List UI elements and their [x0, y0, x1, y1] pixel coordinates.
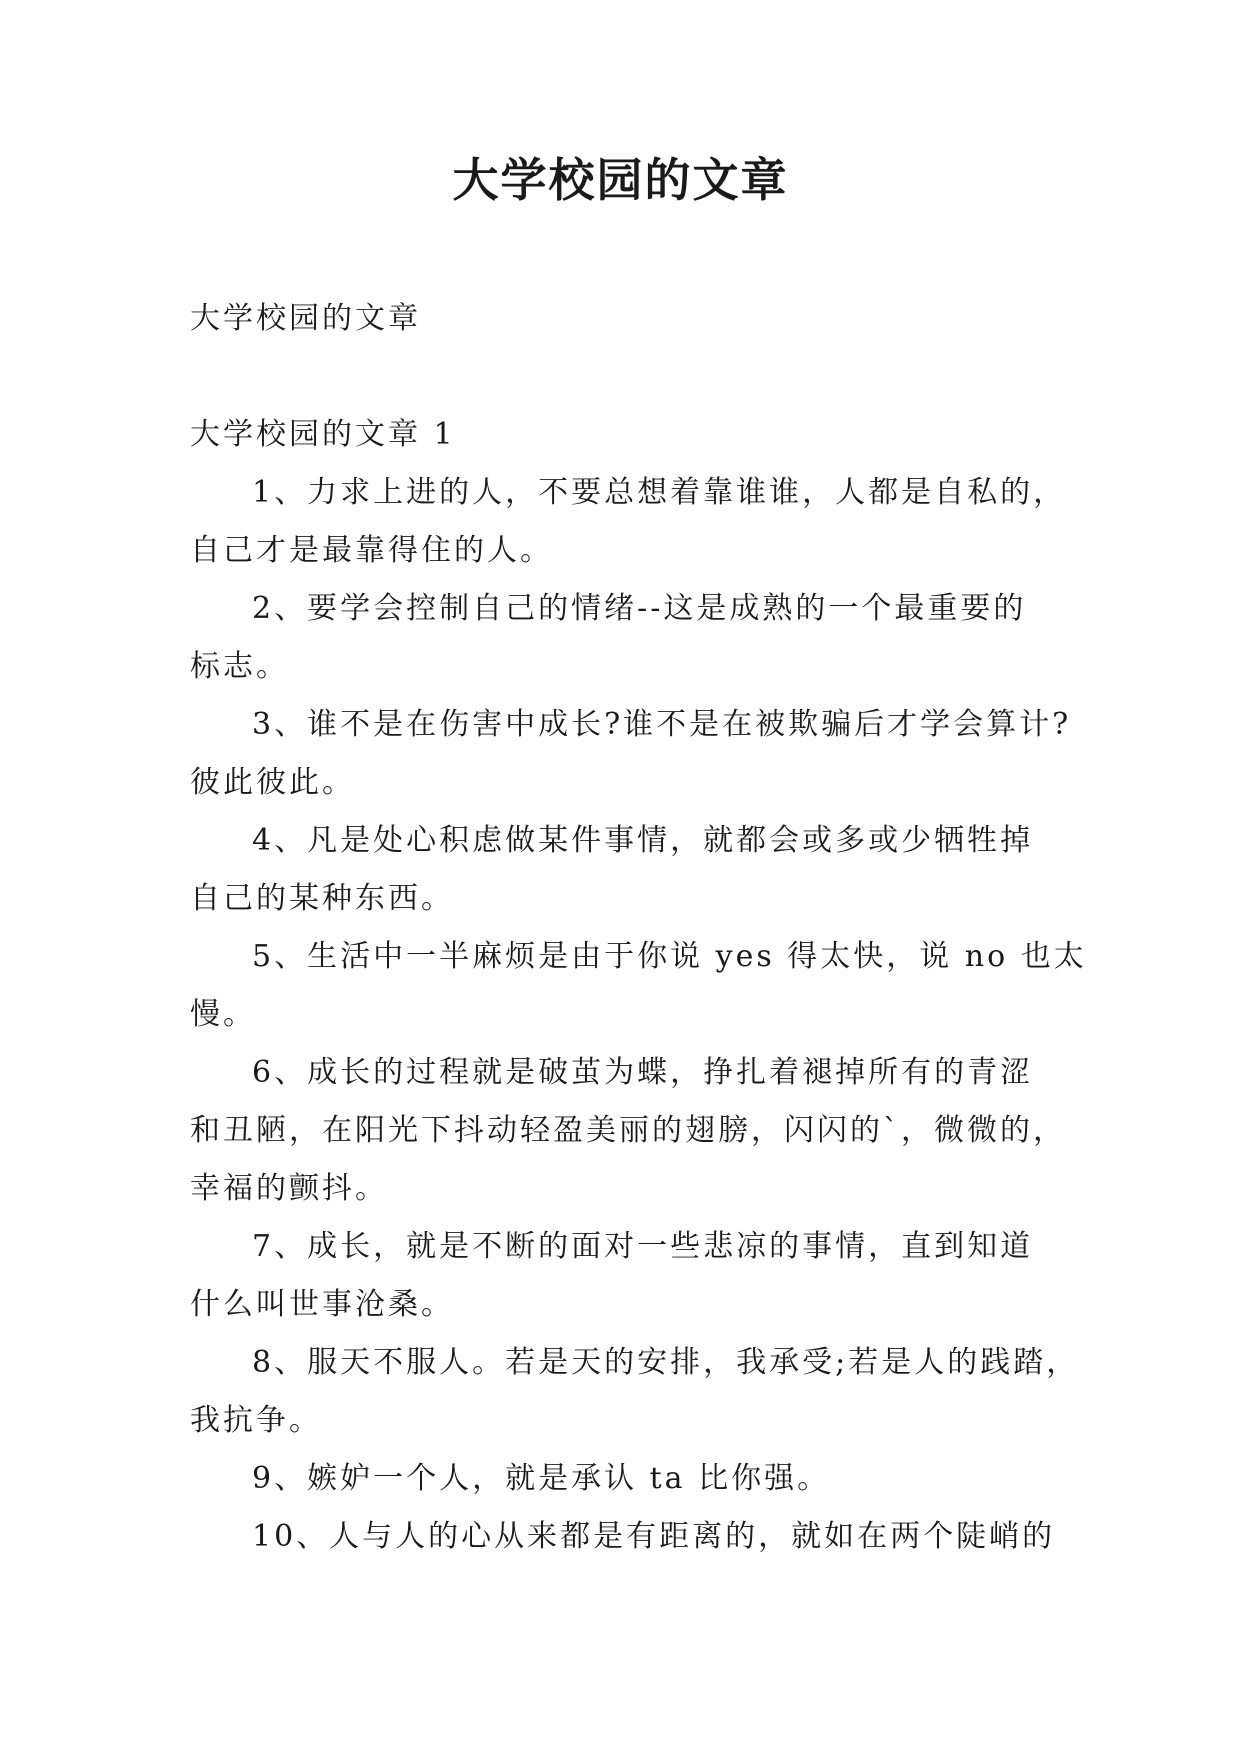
paragraph-line: 自己的某种东西。 — [190, 881, 454, 916]
paragraph-line: 2、要学会控制自己的情绪--这是成熟的一个最重要的 — [252, 591, 1027, 626]
paragraph-lines — [190, 464, 1087, 1566]
paragraph-line: 5、生活中一半麻烦是由于你说 yes 得太快，说 no 也太 — [252, 939, 1087, 974]
paragraph-line: 彼此彼此。 — [190, 765, 355, 800]
document-subtitle: 大学校园的文章 — [190, 301, 421, 336]
paragraph-line: 10、人与人的心从来都是有距离的，就如在两个陡峭的 — [252, 1519, 1056, 1554]
section-heading: 大学校园的文章 1 — [190, 417, 456, 452]
paragraph-line: 和丑陋，在阳光下抖动轻盈美丽的翅膀，闪闪的`，微微的， — [190, 1113, 1066, 1148]
paragraph-line: 什么叫世事沧桑。 — [190, 1287, 454, 1322]
paragraph-line: 标志。 — [190, 649, 289, 684]
paragraph-line: 我抗争。 — [190, 1403, 322, 1438]
paragraph-line: 1、力求上进的人，不要总想着靠谁谁，人都是自私的， — [252, 475, 1067, 510]
paragraph-line: 7、成长，就是不断的面对一些悲凉的事情，直到知道 — [252, 1229, 1034, 1264]
paragraph-line: 自己才是最靠得住的人。 — [190, 533, 553, 568]
paragraph-line: 慢。 — [190, 997, 256, 1032]
paragraph-line: 6、成长的过程就是破茧为蝶，挣扎着褪掉所有的青涩 — [252, 1055, 1034, 1090]
paragraph-line: 4、凡是处心积虑做某件事情，就都会或多或少牺牲掉 — [252, 823, 1034, 858]
paragraph-line: 幸福的颤抖。 — [190, 1171, 388, 1206]
paragraph-line: 8、服天不服人。若是天的安排，我承受;若是人的践踏， — [252, 1345, 1080, 1380]
paragraph-line: 9、嫉妒一个人，就是承认 ta 比你强。 — [252, 1461, 831, 1496]
document-title: 大学校园的文章 — [452, 153, 789, 207]
document-body — [190, 290, 1087, 1566]
paragraph-line: 3、谁不是在伤害中成长?谁不是在被欺骗后才学会算计? — [252, 707, 1072, 742]
